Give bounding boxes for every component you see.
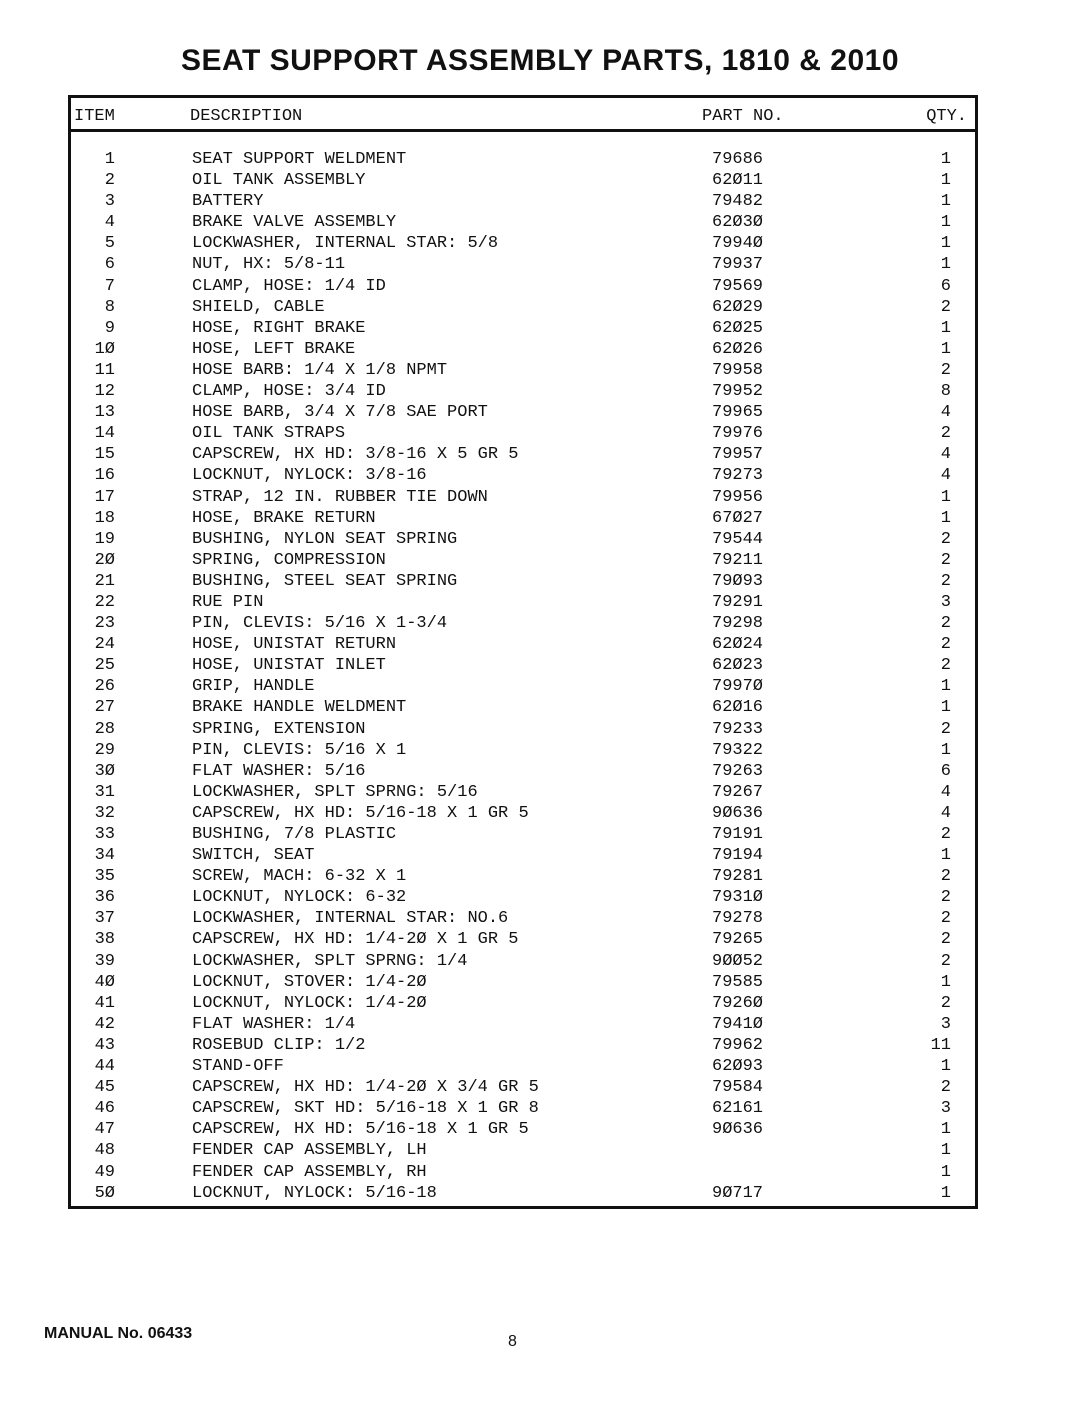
table-row [71, 656, 975, 677]
qty-cell: 1 [940, 150, 951, 169]
part-no-cell: 62Ø24 [712, 635, 764, 655]
qty-cell: 1 [940, 846, 951, 866]
table-row [71, 530, 975, 551]
part-no-cell: 79194 [712, 846, 764, 866]
part-no-cell: 67Ø27 [712, 508, 764, 528]
qty-cell: 1 [940, 171, 951, 191]
item-cell: 39 [94, 951, 115, 971]
part-no-cell: 9Ø717 [712, 1183, 764, 1203]
qty-cell: 2 [940, 550, 951, 570]
item-cell: 5 [104, 234, 115, 254]
description-cell: CAPSCREW, SKT HD: 5/16-18 X 1 GR 8 [192, 1099, 539, 1119]
description-cell: LOCKWASHER, INTERNAL STAR: NO.6 [192, 909, 509, 929]
item-cell: 7 [104, 276, 115, 296]
description-cell: RUE PIN [192, 592, 264, 612]
item-cell: 5Ø [94, 1183, 115, 1203]
part-no-cell: 62Ø26 [712, 339, 764, 359]
description-cell: LOCKWASHER, SPLT SPRNG: 5/16 [192, 782, 478, 802]
part-no-cell: 79322 [712, 740, 764, 760]
description-cell: LOCKWASHER, SPLT SPRNG: 1/4 [192, 951, 468, 971]
page-number: 8 [508, 1333, 517, 1350]
qty-cell: 1 [940, 1183, 951, 1203]
part-no-cell: 7941Ø [712, 1014, 764, 1034]
qty-cell: 1 [940, 508, 951, 528]
description-cell: ROSEBUD CLIP: 1/2 [192, 1035, 366, 1055]
qty-cell: 3 [940, 592, 951, 612]
table-row [71, 466, 975, 487]
item-cell: 45 [94, 1078, 115, 1098]
qty-cell: 1 [940, 1057, 951, 1077]
qty-cell: 2 [940, 825, 951, 844]
table-row [71, 804, 975, 825]
part-no-cell: 79191 [712, 825, 764, 844]
item-cell: 27 [94, 698, 115, 718]
item-cell: 12 [94, 382, 115, 402]
item-cell: 38 [94, 930, 115, 950]
manual-number: MANUAL No. 06433 [44, 1325, 193, 1342]
description-cell: SPRING, COMPRESSION [192, 550, 386, 570]
qty-cell: 4 [940, 445, 951, 465]
qty-cell: 1 [940, 972, 951, 992]
description-cell: SEAT SUPPORT WELDMENT [192, 150, 407, 169]
header-description: DESCRIPTION [190, 107, 303, 126]
description-cell: SCREW, MACH: 6-32 X 1 [192, 867, 407, 887]
item-cell: 49 [94, 1162, 115, 1182]
description-cell: CAPSCREW, HX HD: 5/16-18 X 1 GR 5 [192, 803, 529, 823]
item-cell: 15 [94, 445, 115, 465]
description-cell: BUSHING, STEEL SEAT SPRING [192, 571, 458, 591]
description-cell: LOCKNUT, STOVER: 1/4-2Ø [192, 972, 427, 992]
part-no-cell: 79278 [712, 909, 764, 929]
table-row [71, 720, 975, 741]
qty-cell: 1 [940, 318, 951, 338]
part-no-cell: 79273 [712, 466, 764, 486]
item-cell: 41 [94, 993, 115, 1013]
part-no-cell: 62Ø29 [712, 297, 764, 317]
qty-cell: 4 [940, 466, 951, 486]
qty-cell: 1 [940, 213, 951, 233]
item-cell: 34 [94, 846, 115, 866]
table-row [71, 888, 975, 909]
qty-cell: 1 [940, 698, 951, 718]
description-cell: GRIP, HANDLE [192, 677, 315, 697]
table-row [71, 403, 975, 424]
item-cell: 21 [94, 571, 115, 591]
description-cell: LOCKNUT, NYLOCK: 6-32 [192, 888, 407, 908]
table-row [71, 1036, 975, 1057]
description-cell: BUSHING, 7/8 PLASTIC [192, 825, 397, 844]
part-no-cell: 79281 [712, 867, 764, 887]
description-cell: HOSE, BRAKE RETURN [192, 508, 376, 528]
item-cell: 4 [104, 213, 115, 233]
item-cell: 32 [94, 803, 115, 823]
part-no-cell: 62Ø25 [712, 318, 764, 338]
item-cell: 6 [104, 255, 115, 275]
table-row [71, 1163, 975, 1184]
part-no-cell: 62161 [712, 1099, 764, 1119]
part-no-cell: 79686 [712, 150, 764, 169]
qty-cell: 2 [940, 656, 951, 676]
part-no-cell: 62Ø16 [712, 698, 764, 718]
table-body [71, 150, 975, 1205]
part-no-cell: 79584 [712, 1078, 764, 1098]
qty-cell: 1 [940, 487, 951, 507]
qty-cell: 1 [940, 1120, 951, 1140]
description-cell: FENDER CAP ASSEMBLY, RH [192, 1162, 427, 1182]
qty-cell: 2 [940, 909, 951, 929]
part-no-cell: 79265 [712, 930, 764, 950]
qty-cell: 6 [940, 276, 951, 296]
table-row [71, 234, 975, 255]
item-cell: 33 [94, 825, 115, 844]
table-row [71, 635, 975, 656]
part-no-cell: 9Ø636 [712, 1120, 764, 1140]
part-no-cell: 9ØØ52 [712, 951, 764, 971]
description-cell: CAPSCREW, HX HD: 1/4-2Ø X 3/4 GR 5 [192, 1078, 539, 1098]
item-cell: 24 [94, 635, 115, 655]
part-no-cell: 9Ø636 [712, 803, 764, 823]
description-cell: HOSE, UNISTAT INLET [192, 656, 386, 676]
table-row [71, 741, 975, 762]
part-no-cell: 7931Ø [712, 888, 764, 908]
part-no-cell: 79976 [712, 424, 764, 444]
description-cell: LOCKNUT, NYLOCK: 3/8-16 [192, 466, 427, 486]
item-cell: 3 [104, 192, 115, 212]
description-cell: FENDER CAP ASSEMBLY, LH [192, 1141, 427, 1161]
part-no-cell: 79211 [712, 550, 764, 570]
qty-cell: 3 [940, 1014, 951, 1034]
item-cell: 26 [94, 677, 115, 697]
qty-cell: 2 [940, 951, 951, 971]
table-row [71, 677, 975, 698]
qty-cell: 2 [940, 571, 951, 591]
table-row [71, 698, 975, 719]
table-row [71, 382, 975, 403]
table-row [71, 150, 975, 171]
item-cell: 48 [94, 1141, 115, 1161]
table-row [71, 762, 975, 783]
part-no-cell: 79957 [712, 445, 764, 465]
table-row [71, 593, 975, 614]
header-part-no: PART NO. [702, 107, 784, 126]
table-row [71, 1015, 975, 1036]
description-cell: SHIELD, CABLE [192, 297, 325, 317]
description-cell: SWITCH, SEAT [192, 846, 315, 866]
description-cell: CAPSCREW, HX HD: 5/16-18 X 1 GR 5 [192, 1120, 529, 1140]
part-no-cell: 79956 [712, 487, 764, 507]
table-row [71, 255, 975, 276]
qty-cell: 2 [940, 930, 951, 950]
table-row [71, 488, 975, 509]
part-no-cell: 79544 [712, 529, 764, 549]
item-cell: 4Ø [94, 972, 115, 992]
description-cell: OIL TANK ASSEMBLY [192, 171, 366, 191]
description-cell: PIN, CLEVIS: 5/16 X 1 [192, 740, 407, 760]
qty-cell: 4 [940, 403, 951, 423]
table-row [71, 614, 975, 635]
parts-table [68, 95, 978, 1209]
item-cell: 1 [104, 150, 115, 169]
item-cell: 25 [94, 656, 115, 676]
table-row [71, 424, 975, 445]
item-cell: 31 [94, 782, 115, 802]
part-no-cell: 7997Ø [712, 677, 764, 697]
table-row [71, 867, 975, 888]
table-row [71, 509, 975, 530]
qty-cell: 2 [940, 297, 951, 317]
qty-cell: 2 [940, 529, 951, 549]
part-no-cell: 79962 [712, 1035, 764, 1055]
description-cell: STAND-OFF [192, 1057, 284, 1077]
table-row [71, 952, 975, 973]
item-cell: 29 [94, 740, 115, 760]
table-row [71, 783, 975, 804]
item-cell: 37 [94, 909, 115, 929]
description-cell: SPRING, EXTENSION [192, 719, 366, 739]
description-cell: NUT, HX: 5/8-11 [192, 255, 346, 275]
description-cell: PIN, CLEVIS: 5/16 X 1-3/4 [192, 614, 448, 634]
part-no-cell: 62Ø93 [712, 1057, 764, 1077]
table-row [71, 825, 975, 846]
item-cell: 44 [94, 1057, 115, 1077]
table-row [71, 277, 975, 298]
description-cell: BUSHING, NYLON SEAT SPRING [192, 529, 458, 549]
part-no-cell: 79Ø93 [712, 571, 764, 591]
part-no-cell: 62Ø3Ø [712, 213, 764, 233]
qty-cell: 2 [940, 867, 951, 887]
item-cell: 2 [104, 171, 115, 191]
part-no-cell: 79965 [712, 403, 764, 423]
item-cell: 1Ø [94, 339, 115, 359]
item-cell: 2Ø [94, 550, 115, 570]
qty-cell: 3 [940, 1099, 951, 1119]
table-row [71, 361, 975, 382]
item-cell: 19 [94, 529, 115, 549]
part-no-cell: 79298 [712, 614, 764, 634]
part-no-cell: 79958 [712, 360, 764, 380]
table-row [71, 551, 975, 572]
part-no-cell: 79267 [712, 782, 764, 802]
qty-cell: 2 [940, 424, 951, 444]
qty-cell: 2 [940, 993, 951, 1013]
part-no-cell: 79952 [712, 382, 764, 402]
item-cell: 36 [94, 888, 115, 908]
item-cell: 13 [94, 403, 115, 423]
description-cell: OIL TANK STRAPS [192, 424, 346, 444]
description-cell: FLAT WASHER: 1/4 [192, 1014, 356, 1034]
qty-cell: 11 [930, 1035, 951, 1055]
qty-cell: 4 [940, 803, 951, 823]
table-row [71, 1078, 975, 1099]
table-row [71, 1099, 975, 1120]
description-cell: BATTERY [192, 192, 264, 212]
item-cell: 16 [94, 466, 115, 486]
table-row [71, 1184, 975, 1205]
description-cell: HOSE BARB, 3/4 X 7/8 SAE PORT [192, 403, 488, 423]
part-no-cell: 79585 [712, 972, 764, 992]
description-cell: HOSE BARB: 1/4 X 1/8 NPMT [192, 360, 448, 380]
description-cell: HOSE, UNISTAT RETURN [192, 635, 397, 655]
table-row [71, 909, 975, 930]
qty-cell: 1 [940, 740, 951, 760]
part-no-cell: 79291 [712, 592, 764, 612]
item-cell: 47 [94, 1120, 115, 1140]
qty-cell: 2 [940, 888, 951, 908]
description-cell: LOCKNUT, NYLOCK: 5/16-18 [192, 1183, 437, 1203]
description-cell: STRAP, 12 IN. RUBBER TIE DOWN [192, 487, 488, 507]
table-row [71, 1120, 975, 1141]
qty-cell: 1 [940, 677, 951, 697]
qty-cell: 4 [940, 782, 951, 802]
description-cell: CAPSCREW, HX HD: 1/4-2Ø X 1 GR 5 [192, 930, 519, 950]
table-row [71, 930, 975, 951]
table-header [71, 98, 975, 132]
part-no-cell: 79482 [712, 192, 764, 212]
item-cell: 3Ø [94, 761, 115, 781]
part-no-cell: 7994Ø [712, 234, 764, 254]
qty-cell: 1 [940, 1141, 951, 1161]
part-no-cell: 79569 [712, 276, 764, 296]
description-cell: HOSE, LEFT BRAKE [192, 339, 356, 359]
description-cell: BRAKE VALVE ASSEMBLY [192, 213, 397, 233]
description-cell: HOSE, RIGHT BRAKE [192, 318, 366, 338]
item-cell: 46 [94, 1099, 115, 1119]
part-no-cell: 62Ø23 [712, 656, 764, 676]
table-row [71, 846, 975, 867]
part-no-cell: 79263 [712, 761, 764, 781]
description-cell: CAPSCREW, HX HD: 3/8-16 X 5 GR 5 [192, 445, 519, 465]
table-row [71, 171, 975, 192]
description-cell: LOCKWASHER, INTERNAL STAR: 5/8 [192, 234, 499, 254]
header-qty: QTY. [926, 107, 967, 126]
item-cell: 8 [104, 297, 115, 317]
description-cell: CLAMP, HOSE: 3/4 ID [192, 382, 386, 402]
part-no-cell: 79233 [712, 719, 764, 739]
qty-cell: 2 [940, 360, 951, 380]
item-cell: 22 [94, 592, 115, 612]
item-cell: 11 [94, 360, 115, 380]
table-row [71, 213, 975, 234]
page-title: SEAT SUPPORT ASSEMBLY PARTS, 1810 & 2010 [180, 44, 899, 77]
item-cell: 17 [94, 487, 115, 507]
qty-cell: 1 [940, 255, 951, 275]
part-no-cell: 7926Ø [712, 993, 764, 1013]
qty-cell: 2 [940, 719, 951, 739]
table-row [71, 192, 975, 213]
table-row [71, 340, 975, 361]
qty-cell: 2 [940, 614, 951, 634]
description-cell: LOCKNUT, NYLOCK: 1/4-2Ø [192, 993, 427, 1013]
qty-cell: 1 [940, 192, 951, 212]
qty-cell: 1 [940, 1162, 951, 1182]
item-cell: 42 [94, 1014, 115, 1034]
description-cell: CLAMP, HOSE: 1/4 ID [192, 276, 386, 296]
table-row [71, 445, 975, 466]
qty-cell: 1 [940, 339, 951, 359]
qty-cell: 2 [940, 635, 951, 655]
item-cell: 9 [104, 318, 115, 338]
item-cell: 23 [94, 614, 115, 634]
table-row [71, 319, 975, 340]
header-item: ITEM [74, 107, 115, 126]
table-row [71, 1057, 975, 1078]
item-cell: 14 [94, 424, 115, 444]
description-cell: BRAKE HANDLE WELDMENT [192, 698, 407, 718]
description-cell: FLAT WASHER: 5/16 [192, 761, 366, 781]
item-cell: 43 [94, 1035, 115, 1055]
table-row [71, 298, 975, 319]
table-row [71, 1141, 975, 1162]
item-cell: 28 [94, 719, 115, 739]
qty-cell: 1 [940, 234, 951, 254]
table-row [71, 973, 975, 994]
qty-cell: 2 [940, 1078, 951, 1098]
item-cell: 18 [94, 508, 115, 528]
qty-cell: 8 [940, 382, 951, 402]
qty-cell: 6 [940, 761, 951, 781]
part-no-cell: 62Ø11 [712, 171, 764, 191]
item-cell: 35 [94, 867, 115, 887]
table-row [71, 994, 975, 1015]
part-no-cell: 79937 [712, 255, 764, 275]
table-row [71, 572, 975, 593]
